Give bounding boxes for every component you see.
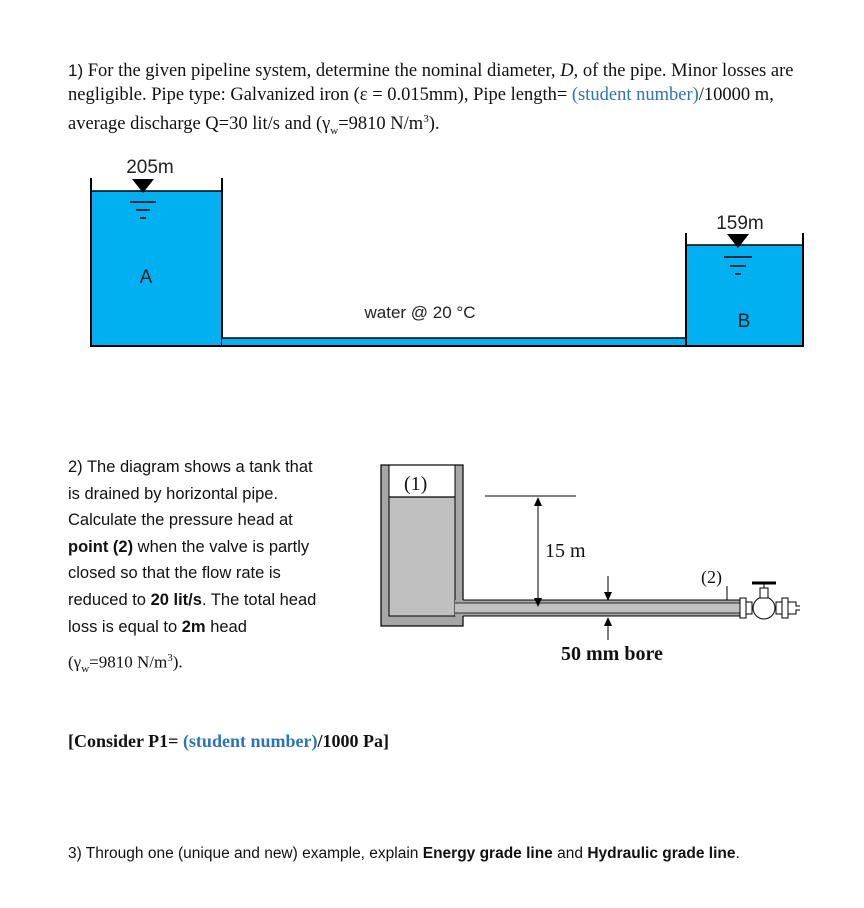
problem-2-line-1: The diagram shows a tank that [86, 458, 313, 476]
problem-2-number: 2) [68, 458, 83, 476]
flow-rate-emphasis: 20 lit/s [150, 590, 202, 609]
consider-p1-note [68, 731, 389, 752]
bore-arrow-bottom-icon [604, 617, 612, 626]
student-number-pressure: (student number) [182, 731, 318, 751]
gamma-close: ). [172, 652, 183, 672]
cube-superscript-2: 3 [167, 652, 173, 664]
problem-2-line-2: is drained by horizontal pipe. [68, 484, 279, 503]
elevation-b-label: 159m [716, 213, 764, 234]
problem-2-line-3: Calculate the pressure head at [68, 511, 293, 530]
diameter-variable: D, [560, 61, 579, 81]
point-1-label: (1) [404, 473, 428, 495]
valve-icon [740, 583, 800, 619]
problem-1-text-d: =9810 N/m [338, 114, 424, 135]
head-loss-emphasis: 2m [181, 617, 206, 636]
bore-label: 50 mm bore [561, 643, 663, 665]
problem-2-text [68, 454, 358, 640]
gamma-open: (γ [68, 652, 82, 672]
tank-a-label: A [139, 267, 153, 288]
point-2-emphasis: point (2) [68, 537, 134, 556]
drain-pipe-fluid [455, 603, 740, 613]
water-temperature-label: water @ 20 °C [364, 303, 476, 322]
tank-fluid [389, 497, 455, 616]
problem-2-line-4: when the valve is partly [137, 537, 310, 556]
consider-end: /1000 Pa] [317, 731, 389, 751]
drain-tank-diagram [381, 465, 800, 665]
height-arrow-top-icon [534, 497, 542, 506]
problem-1-text-a: For the given pipeline system, determine the nominal diameter, [87, 61, 556, 81]
problem-3-start: 3) Through one (unique and new) example, explain [68, 845, 419, 862]
pipeline-diagram [91, 157, 803, 346]
problem-1-text-c: /10000 m, average discharge Q=30 lit/s and (γ [68, 85, 774, 135]
problem-2-line-5: closed so that the flow rate is [68, 564, 281, 583]
tank-a-water [91, 191, 222, 346]
elevation-a-label: 205m [126, 157, 174, 178]
tank-b-label: B [737, 311, 751, 332]
problem-2-line-6-end: . The total head [201, 590, 317, 609]
energy-grade-line-term: Energy grade line [422, 845, 553, 862]
problem-1-number: 1) [68, 61, 84, 80]
problem-2-line-7-start: loss is equal to [68, 617, 178, 636]
pipe-water [222, 338, 686, 346]
hydraulic-grade-line-term: Hydraulic grade line [587, 845, 736, 862]
student-number-pipe-length: (student number) [571, 85, 699, 105]
problem-2-line-6-start: reduced to [68, 590, 146, 609]
problem-3-text [68, 845, 740, 863]
problem-1-text-e: ). [428, 114, 440, 135]
gamma-subscript-2: w [81, 663, 90, 676]
cube-superscript: 3 [423, 113, 429, 125]
height-label: 15 m [545, 540, 586, 562]
problem-2-unit-weight [68, 652, 183, 675]
problem-1-text-b: of the pipe. Minor losses are negligible. Pipe type: Galvanized iron (ε = 0.015mm), Pipe length= [68, 61, 794, 105]
problem-3-end: . [735, 845, 740, 862]
gamma-subscript: w [330, 124, 339, 137]
problem-3-and: and [557, 845, 583, 862]
point-2-label: (2) [701, 567, 722, 587]
consider-start: [Consider P1= [68, 731, 179, 751]
problem-2-line-7-end: head [210, 617, 247, 636]
gamma-value: =9810 N/m [89, 652, 168, 672]
tank-wall-right [455, 465, 463, 600]
